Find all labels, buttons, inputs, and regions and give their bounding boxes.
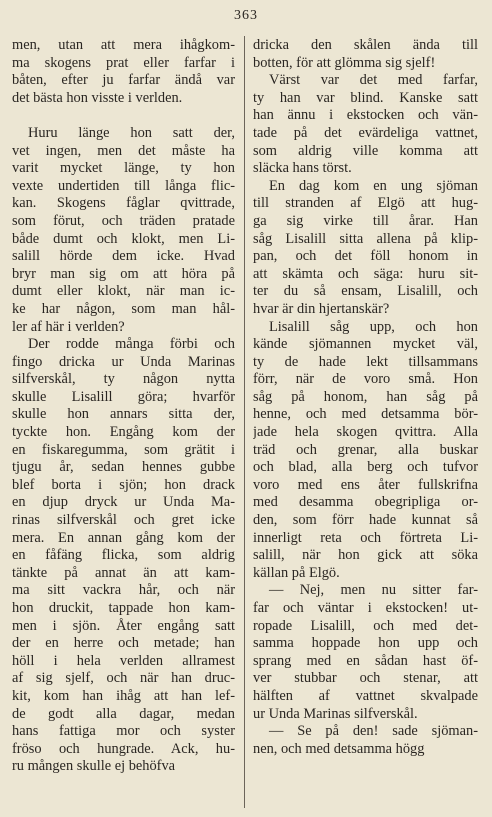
text-line: tade på det evärdeliga vattnet, bbox=[253, 124, 478, 141]
text-line: mera. En annan gång kom der bbox=[12, 529, 235, 546]
text-line: blef borta i sjön; hon drack bbox=[12, 476, 235, 493]
text-line: de godt alla dagar, medan bbox=[12, 705, 235, 722]
text-line: att skämta och säga: huru sit- bbox=[253, 265, 478, 282]
text-line: han ännu i ekstocken och vän- bbox=[253, 107, 478, 124]
text-line: jade hela skogen qvittra. Alla bbox=[253, 424, 478, 441]
text-line: ler af här i verlden? bbox=[12, 318, 125, 335]
text-line: ropade Lisalill, och med det- bbox=[253, 617, 478, 634]
column-divider bbox=[244, 36, 245, 808]
text-line: som förut, och träden pratade bbox=[12, 212, 235, 229]
text-line: ma skogens prat eller farfar i bbox=[12, 54, 235, 71]
text-line: Huru länge hon satt der, bbox=[28, 124, 235, 141]
text-line: hans fattiga mor och syster bbox=[12, 723, 235, 740]
text-line: — Se på den! sade sjöman- bbox=[269, 723, 478, 740]
text-line: ga sig virke till årar. Han bbox=[253, 212, 478, 229]
text-line: förr, när de voro små. Hon bbox=[253, 371, 478, 388]
text-line: källan på Elgö. bbox=[253, 564, 340, 581]
text-line: hälften af vattnet skvalpade bbox=[253, 687, 478, 704]
text-line: både dumt och klokt, men Li- bbox=[12, 230, 235, 247]
text-line: af sig sjelf, och när han druc- bbox=[12, 670, 235, 687]
text-line: men i sjön. Åter engång satt bbox=[12, 617, 235, 634]
text-line: med desamma obegripliga or- bbox=[253, 494, 478, 511]
text-line: ru mången skulle ej behöfva bbox=[12, 758, 176, 775]
text-line: det bästa hon visste i verlden. bbox=[12, 89, 183, 106]
text-line: höll i hela verlden allramest bbox=[12, 652, 235, 669]
text-line: ma sitt vackra hår, och när bbox=[12, 582, 235, 599]
text-line: rinas silfverskål och gret icke bbox=[12, 512, 235, 529]
text-line: men, utan att mera ihågkom- bbox=[12, 37, 235, 53]
text-line: voro med ens åter fullskrifna bbox=[253, 476, 478, 493]
text-line: pan, och det föll honom in bbox=[253, 248, 478, 265]
text-line: tjugu år, sedan hennes gubbe bbox=[12, 459, 235, 476]
text-line: henne, och med detsamma bör- bbox=[253, 406, 478, 423]
text-line: en fiskaregumma, som grätit i bbox=[12, 441, 235, 458]
text-line: tänkte på annat än att kam- bbox=[12, 564, 235, 581]
text-line: ty de hade lekt tillsammans bbox=[253, 353, 478, 370]
text-line: som aldrig ville komma att bbox=[253, 142, 478, 159]
text-line: en fåfäng flicka, som aldrig bbox=[12, 547, 235, 564]
text-line: dumt eller klokt, när man ic- bbox=[12, 283, 235, 300]
text-line: en djup dryck ur Unda Ma- bbox=[12, 494, 235, 511]
text-line: den, som förr hade kunnat så bbox=[253, 512, 478, 529]
text-line: och blad, alla berg och tufvor bbox=[253, 459, 478, 476]
text-line: hvar är din hjertanskär? bbox=[253, 300, 390, 317]
text-line: salill hörde dem icke. Hvad bbox=[12, 248, 235, 265]
text-line: kände sjömannen mycket väl, bbox=[253, 336, 478, 353]
text-line: nen, och med detsamma högg bbox=[253, 740, 425, 757]
text-line: kan. Skogens fåglar qvittrade, bbox=[12, 195, 235, 212]
text-line: ter du så ensam, Lisalill, och bbox=[253, 283, 478, 300]
right-text-column bbox=[253, 37, 478, 758]
text-line: dricka den skålen ända till bbox=[253, 37, 478, 53]
text-line: såg Lisalill sitta allena på klip- bbox=[253, 230, 478, 247]
text-line: En dag kom en ung sjöman bbox=[269, 177, 478, 194]
text-line: — Nej, men nu sitter far- bbox=[269, 582, 478, 599]
text-line: far och väntar i ekstocken! ut- bbox=[253, 600, 478, 616]
text-line: fröso och hungrade. Ack, hu- bbox=[12, 740, 235, 757]
text-line: Lisalill såg upp, och hon bbox=[269, 318, 478, 335]
text-line: tyckte hon. Engång kom der bbox=[12, 424, 235, 441]
text-line: skulle hon annars sitta der, bbox=[12, 406, 235, 423]
text-line: ver stubbar och stenar, att bbox=[253, 670, 478, 687]
text-line: Värst var det med farfar, bbox=[269, 72, 478, 89]
left-text-column bbox=[12, 37, 235, 776]
text-line: bryr man sig om att höra på bbox=[12, 265, 235, 282]
text-line: silfverskål, ty någon nytta bbox=[12, 371, 235, 388]
text-line: båten, efter ju farfar ändå var bbox=[12, 72, 235, 89]
text-line: Der rodde många förbi och bbox=[28, 336, 235, 353]
text-line: der en herre och metade; han bbox=[12, 635, 235, 652]
text-line: vet ingen, men det måste ha bbox=[12, 142, 235, 159]
text-line: salill, när hon gick att söka bbox=[253, 547, 478, 564]
text-line: till stranden af Elgö att hug- bbox=[253, 195, 478, 212]
text-line: kit, kom han ihåg att han lef- bbox=[12, 687, 235, 704]
text-line: innerligt reta och förtreta Li- bbox=[253, 529, 478, 546]
text-line: träd och grenar, alla buskar bbox=[253, 441, 478, 458]
text-line: såg på honom, han såg på bbox=[253, 388, 478, 405]
text-line: samma hoppade hon upp och bbox=[253, 635, 478, 652]
text-line: släcka hans törst. bbox=[253, 160, 352, 177]
text-line: hon druckit, tappade hon kam- bbox=[12, 600, 235, 616]
text-line: varit mycket länge, ty hon bbox=[12, 160, 235, 177]
text-line: sprang med en sådan hast öf- bbox=[253, 652, 478, 669]
text-line: ty han var blind. Kanske satt bbox=[253, 89, 478, 106]
text-line: skulle Lisalill göra; hvarför bbox=[12, 388, 235, 405]
text-line bbox=[12, 107, 235, 125]
text-line: ke har någon, som man hål- bbox=[12, 300, 235, 317]
text-line: ur Unda Marinas silfverskål. bbox=[253, 705, 418, 722]
text-line: fingo dricka ur Unda Marinas bbox=[12, 353, 235, 370]
text-line: botten, för att glömma sig sjelf! bbox=[253, 54, 436, 71]
text-line: vexte undertiden till långa flic- bbox=[12, 177, 235, 194]
page-number: 363 bbox=[234, 8, 258, 23]
